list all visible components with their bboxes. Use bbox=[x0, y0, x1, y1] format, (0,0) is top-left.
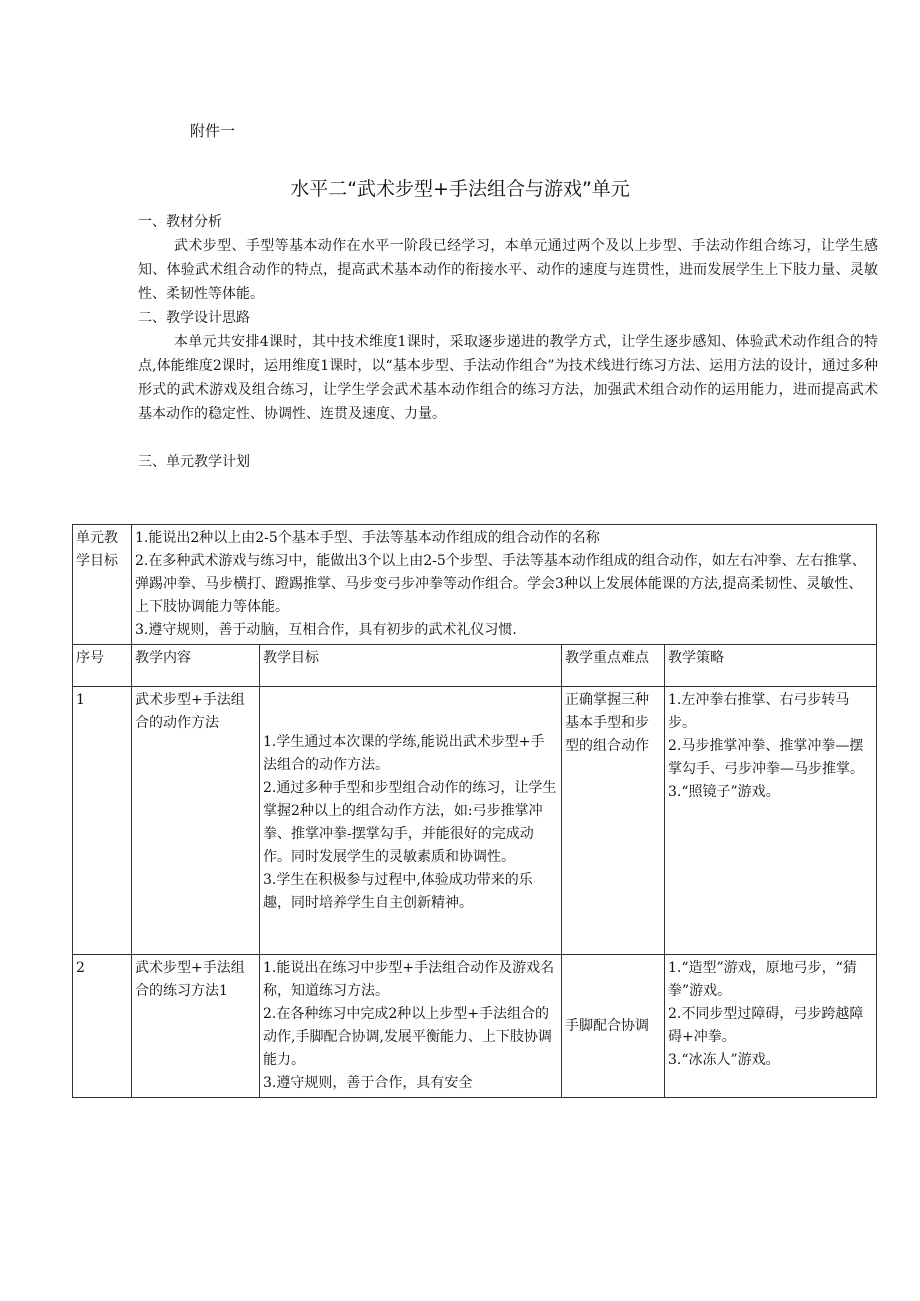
section-heading: 二、教学设计思路 bbox=[138, 310, 250, 326]
unit-goals bbox=[132, 525, 877, 645]
strategy-item: 3.“照镜子”游戏。 bbox=[668, 784, 780, 800]
strategy-item: 2.马步推掌冲拳、推掌冲拳—摆掌勾手、弓步冲拳—马步推掌。 bbox=[668, 738, 864, 777]
row-strategies bbox=[665, 955, 877, 1098]
header-cell: 教学目标 bbox=[260, 645, 562, 687]
section-body: 武术步型、手型等基本动作在水平一阶段已经学习，本单元通过两个及以上步型、手法动作组合练习，让学生感知、体验武术组合动作的特点，提高武术基本动作的衔接水平、动作的速度与连贯性，进而发展学生上下肢力量、灵敏性、柔韧性等体能。 bbox=[138, 238, 878, 302]
unit-goal-item: 1.能说出2种以上由2-5个基本手型、手法等基本动作组成的组合动作的名称 bbox=[135, 530, 600, 546]
table-header-row bbox=[73, 645, 877, 687]
header-cell: 教学重点难点 bbox=[562, 645, 665, 687]
unit-goal-row bbox=[73, 525, 877, 645]
table-row bbox=[73, 955, 877, 1098]
row-strategies bbox=[665, 687, 877, 955]
table-row bbox=[73, 687, 877, 955]
header-cell: 教学策略 bbox=[665, 645, 877, 687]
unit-goal-item: 3.遵守规则，善于动脑，互相合作，具有初步的武术礼仪习惯. bbox=[135, 622, 517, 638]
row-number: 2 bbox=[73, 955, 132, 1098]
objective-item: 3.遵守规则，善于合作，具有安全 bbox=[263, 1075, 473, 1091]
objective-item: 2.在各种练习中完成2种以上步型+手法组合的动作,手脚配合协调,发展平衡能力、上下肢协调能力。 bbox=[263, 1006, 552, 1068]
unit-goal-label: 单元教学目标 bbox=[73, 525, 132, 645]
objective-item: 1.能说出在练习中步型+手法组合动作及游戏名称，知道练习方法。 bbox=[263, 960, 555, 999]
unit-goal-item: 2.在多种武术游戏与练习中，能做出3个以上由2-5个步型、手法等基本动作组成的组合动作，如左右冲拳、左右推掌、弹踢冲拳、马步横打、蹬踢推掌、马步变弓步冲拳等动作组合。学会3种以上发展体能课的方法,提高柔韧性、灵敏性、上下肢协调能力等体能。 bbox=[135, 553, 866, 615]
section-body: 本单元共安排4课时，其中技术维度1课时，采取逐步递进的教学方式，让学生逐步感知、体验武术动作组合的特点,体能维度2课时，运用维度1课时，以“基本步型、手法动作组合”为技术线进行练习方法、运用方法的设计，通过多种形式的武术游戏及组合练习，让学生学会武术基本动作组合的练习方法，加强武术组合动作的运用能力，进而提高武术基本动作的稳定性、协调性、连贯及速度、力量。 bbox=[138, 334, 878, 422]
section-material-analysis bbox=[138, 210, 878, 306]
section-heading: 一、教材分析 bbox=[138, 214, 222, 230]
row-objectives bbox=[260, 955, 562, 1098]
header-cell: 序号 bbox=[73, 645, 132, 687]
strategy-item: 3.“冰冻人”游戏。 bbox=[668, 1052, 780, 1068]
row-key-points: 正确掌握三种基本手型和步型的组合动作 bbox=[562, 687, 665, 955]
strategy-item: 2.不同步型过障碍，弓步跨越障碍+冲拳。 bbox=[668, 1006, 864, 1045]
objective-item: 3.学生在积极参与过程中,体验成功带来的乐趣，同时培养学生自主创新精神。 bbox=[263, 872, 533, 911]
objective-item: 1.学生通过本次课的学练,能说出武术步型+手法组合的动作方法。 bbox=[263, 734, 545, 773]
row-number: 1 bbox=[73, 687, 132, 955]
section-design-ideas bbox=[138, 306, 878, 426]
strategy-item: 1.左冲拳右推掌、右弓步转马步。 bbox=[668, 692, 850, 731]
section-unit-plan bbox=[138, 450, 878, 474]
attachment-label: 附件一 bbox=[190, 122, 236, 140]
row-objectives bbox=[260, 687, 562, 955]
row-content: 武术步型+手法组合的动作方法 bbox=[132, 687, 260, 955]
header-cell: 教学内容 bbox=[132, 645, 260, 687]
objective-item: 2.通过多种手型和步型组合动作的练习，让学生掌握2种以上的组合动作方法，如:弓步推掌冲拳、推掌冲拳-摆掌勾手，并能很好的完成动作。同时发展学生的灵敏素质和协调性。 bbox=[263, 780, 557, 865]
unit-plan-table bbox=[72, 524, 877, 1098]
section-heading: 三、单元教学计划 bbox=[138, 454, 250, 470]
document-title: 水平二“武术步型+手法组合与游戏”单元 bbox=[290, 178, 630, 200]
row-key-points: 手脚配合协调 bbox=[562, 955, 665, 1098]
row-content: 武术步型+手法组合的练习方法1 bbox=[132, 955, 260, 1098]
strategy-item: 1.“造型”游戏，原地弓步，“猜拳”游戏。 bbox=[668, 960, 857, 999]
